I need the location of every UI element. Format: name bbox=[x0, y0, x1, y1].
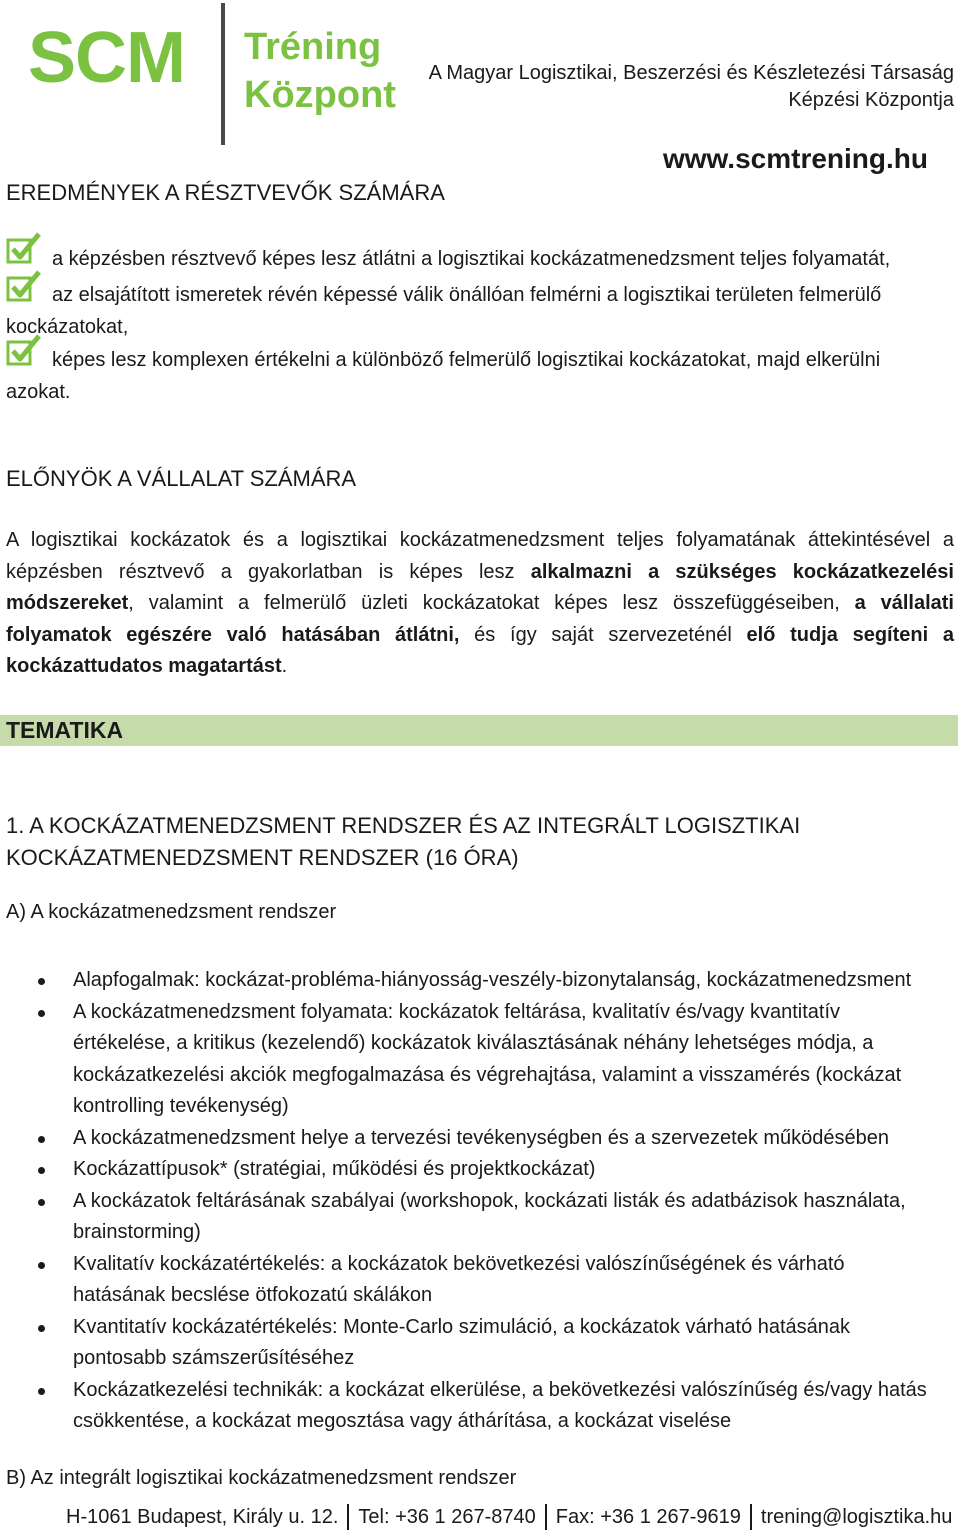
bullet-icon bbox=[38, 1262, 45, 1269]
bullet-icon bbox=[38, 1167, 45, 1174]
benefits-text: A logisztikai kockázatok és a logisztikai kockázatmenedzsment teljes folyamatának áttekintésével a képzésben résztvevő a gyakorlatban is képes lesz bbox=[6, 529, 954, 583]
bullet-icon bbox=[38, 1388, 45, 1395]
bullet-icon bbox=[38, 1136, 45, 1143]
results-heading: EREDMÉNYEK A RÉSZTVEVŐK SZÁMÁRA bbox=[6, 180, 445, 205]
bullet-icon bbox=[38, 1325, 45, 1332]
topic-text: A kockázatok feltárásának szabályai (workshopok, kockázati listák és adatbázisok használata, brainstorming) bbox=[73, 1189, 906, 1243]
list-item bbox=[0, 1312, 933, 1375]
result-item-3 bbox=[6, 344, 906, 408]
logo-divider bbox=[221, 3, 225, 145]
module-title-line-1: 1. A KOCKÁZATMENEDZSMENT RENDSZER ÉS AZ INTEGRÁLT LOGISZTIKAI bbox=[6, 813, 801, 838]
bullet-icon bbox=[38, 1010, 45, 1017]
result-item-text: az elsajátított ismeretek révén képessé válik önállóan felmérni a logisztikai területen felmerülő bbox=[52, 284, 882, 306]
list-item bbox=[0, 965, 933, 997]
footer-separator bbox=[545, 1504, 547, 1530]
topic-text: Kvantitatív kockázatértékelés: Monte-Carlo szimuláció, a kockázatok várható hatásának pontosabb számszerűsítéséhez bbox=[73, 1315, 851, 1369]
benefits-text: . bbox=[281, 655, 288, 677]
benefits-paragraph bbox=[6, 525, 954, 683]
list-item bbox=[0, 1123, 933, 1155]
topic-text: Kvalitatív kockázatértékelés: a kockázatok bekövetkezési valószínűségének és várható hatásának becslése ötfokozatú skálákon bbox=[73, 1252, 845, 1306]
subsection-a-title: A) A kockázatmenedzsment rendszer bbox=[6, 901, 337, 923]
list-item bbox=[0, 1186, 933, 1249]
list-item bbox=[0, 1375, 933, 1438]
topic-text: A kockázatmenedzsment folyamata: kockázatok feltárása, kvalitatív és/vagy kvantitatív értékelése, a kritikus (kezelendő) kockázatok kiválasztásának néhány lehetséges módja, a kockázatkezelési akciók megfogalmazása és végrehajtása, valamint a visszamérés (kockázat kontrolling tevékenység) bbox=[73, 1000, 902, 1117]
organization-name bbox=[429, 60, 954, 114]
footer-separator bbox=[347, 1504, 349, 1530]
topic-text: Kockázatkezelési technikák: a kockázat elkerülése, a bekövetkezési valószínűség és/vagy hatás csökkentése, a kockázat megosztása vagy áthárítása, a kockázat viselése bbox=[73, 1378, 927, 1432]
tematika-title: TEMATIKA bbox=[6, 717, 124, 743]
topic-text: Kockázattípusok* (stratégiai, működési és projektkockázat) bbox=[73, 1158, 596, 1180]
list-item bbox=[0, 1154, 933, 1186]
footer-phone: Tel: +36 1 267-8740 bbox=[358, 1505, 536, 1528]
result-item-text: a képzésben résztvevő képes lesz átlátni a logisztikai kockázatmenedzsment teljes folyamatát, bbox=[52, 248, 891, 270]
result-item-text-cont: kockázatokat, bbox=[6, 316, 129, 338]
bullet-icon bbox=[38, 1199, 45, 1206]
benefits-heading: ELŐNYÖK A VÁLLALAT SZÁMÁRA bbox=[6, 466, 357, 491]
result-item-text: képes lesz komplexen értékelni a különböző felmerülő logisztikai kockázatokat, majd elkerülni bbox=[52, 349, 881, 371]
topic-text: A kockázatmenedzsment helye a tervezési tevékenységben és a szervezetek működésében bbox=[73, 1126, 890, 1149]
benefits-bold: a vállalati folyamatok egészére való hatásában átlátni, bbox=[6, 592, 954, 646]
logo-kozpont: Központ bbox=[244, 74, 396, 116]
tematika-bar bbox=[0, 715, 958, 746]
footer-address: H-1061 Budapest, Király u. 12. bbox=[66, 1505, 339, 1528]
organization-line-2: Képzési Központja bbox=[788, 89, 954, 111]
logo-trening: Tréning bbox=[244, 26, 382, 68]
benefits-text: , valamint a felmerülő üzleti kockázatokat képes lesz összefüggéseiben, bbox=[128, 592, 855, 614]
list-item bbox=[0, 997, 933, 1123]
list-item bbox=[0, 1249, 933, 1312]
result-item-text-cont: azokat. bbox=[6, 381, 71, 403]
footer bbox=[66, 1504, 952, 1530]
result-item-1 bbox=[6, 243, 906, 275]
topic-text: Alapfogalmak: kockázat-probléma-hiányosság-veszély-bizonytalanság, kockázatmenedzsment bbox=[73, 969, 912, 991]
result-item-2 bbox=[6, 279, 906, 343]
module-title-line-2: KOCKÁZATMENEDZSMENT RENDSZER (16 ÓRA) bbox=[6, 845, 519, 870]
website-link[interactable]: www.scmtrening.hu bbox=[663, 143, 928, 174]
logo-scm: SCM bbox=[28, 18, 185, 98]
footer-email-link[interactable]: trening@logisztika.hu bbox=[760, 1505, 953, 1528]
topic-list bbox=[0, 965, 960, 1438]
bullet-icon bbox=[38, 978, 45, 985]
module-title bbox=[6, 810, 800, 874]
subsection-b-title: B) Az integrált logisztikai kockázatmenedzsment rendszer bbox=[6, 1467, 517, 1489]
footer-separator bbox=[750, 1504, 752, 1530]
organization-line-1: A Magyar Logisztikai, Beszerzési és Készletezési Társaság bbox=[428, 62, 954, 84]
benefits-bold: alkalmazni a szükséges kockázatkezelési módszereket bbox=[6, 560, 954, 614]
benefits-text: és így saját szervezeténél bbox=[459, 623, 747, 646]
footer-fax: Fax: +36 1 267-9619 bbox=[555, 1505, 741, 1528]
benefits-bold: elő tudja segíteni a kockázattudatos magatartást bbox=[6, 623, 955, 677]
